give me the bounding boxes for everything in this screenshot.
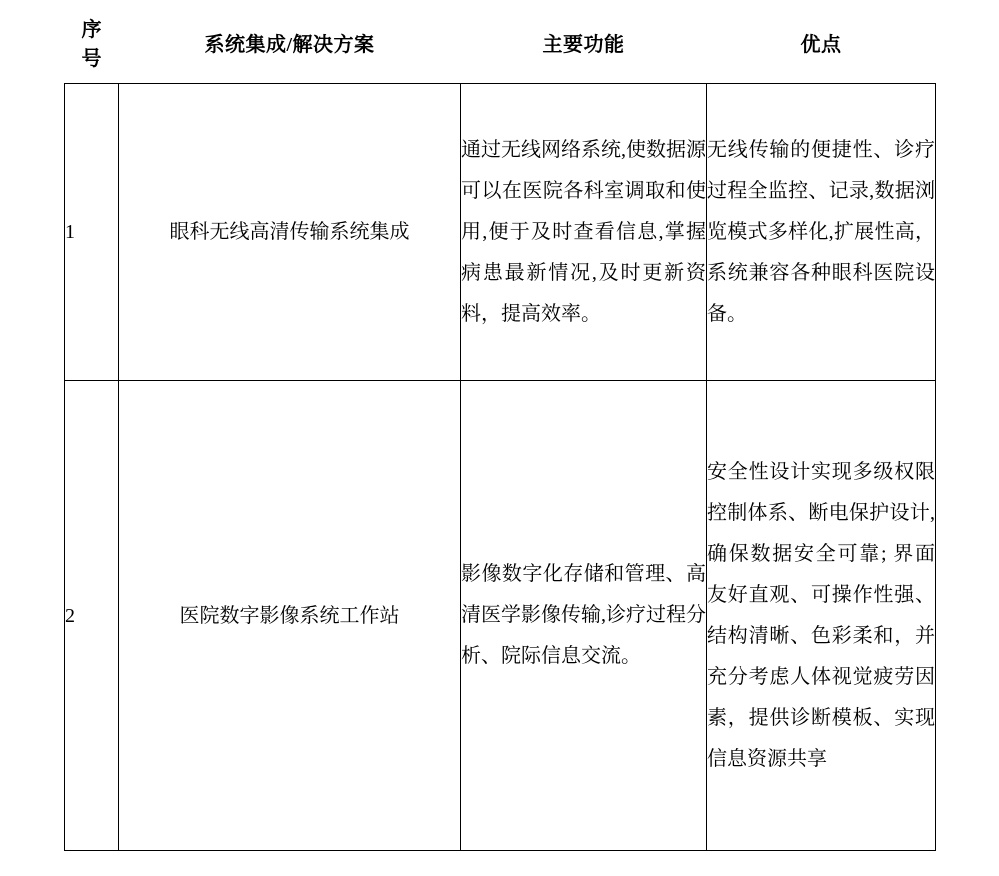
row-merit-1: 无线传输的便捷性、诊疗过程全监控、记录,数据浏览模式多样化,扩展性高，系统兼容各种眼科医院设备。 [707, 84, 936, 381]
column-header-function: 主要功能 [542, 34, 625, 56]
column-header-index-line1: 序 [81, 19, 102, 41]
row-function-2: 影像数字化存储和管理、高清医学影像传输,诊疗过程分析、院际信息交流。 [461, 381, 707, 851]
row-solution-2: 医院数字影像系统工作站 [119, 381, 461, 851]
column-header-index [65, 7, 119, 84]
table-header-row [65, 7, 936, 84]
row-solution-1: 眼科无线高清传输系统集成 [119, 84, 461, 381]
row-merit-2: 安全性设计实现多级权限控制体系、断电保护设计,确保数据安全可靠; 界面友好直观、可操作性强、结构清晰、色彩柔和，并充分考虑人体视觉疲劳因素，提供诊断模板、实现信息资源共享 [707, 381, 936, 851]
column-header-merit: 优点 [800, 34, 842, 56]
row-index-1: 1 [65, 84, 119, 381]
solutions-table [64, 7, 936, 851]
table-row [65, 84, 936, 381]
column-header-solution: 系统集成/解决方案 [204, 34, 375, 56]
row-index-2: 2 [65, 381, 119, 851]
column-header-index-line2: 号 [81, 48, 102, 70]
table-row [65, 381, 936, 851]
row-function-1: 通过无线网络系统,使数据源可以在医院各科室调取和使用,便于及时查看信息,掌握病患最新情况,及时更新资料，提高效率。 [461, 84, 707, 381]
